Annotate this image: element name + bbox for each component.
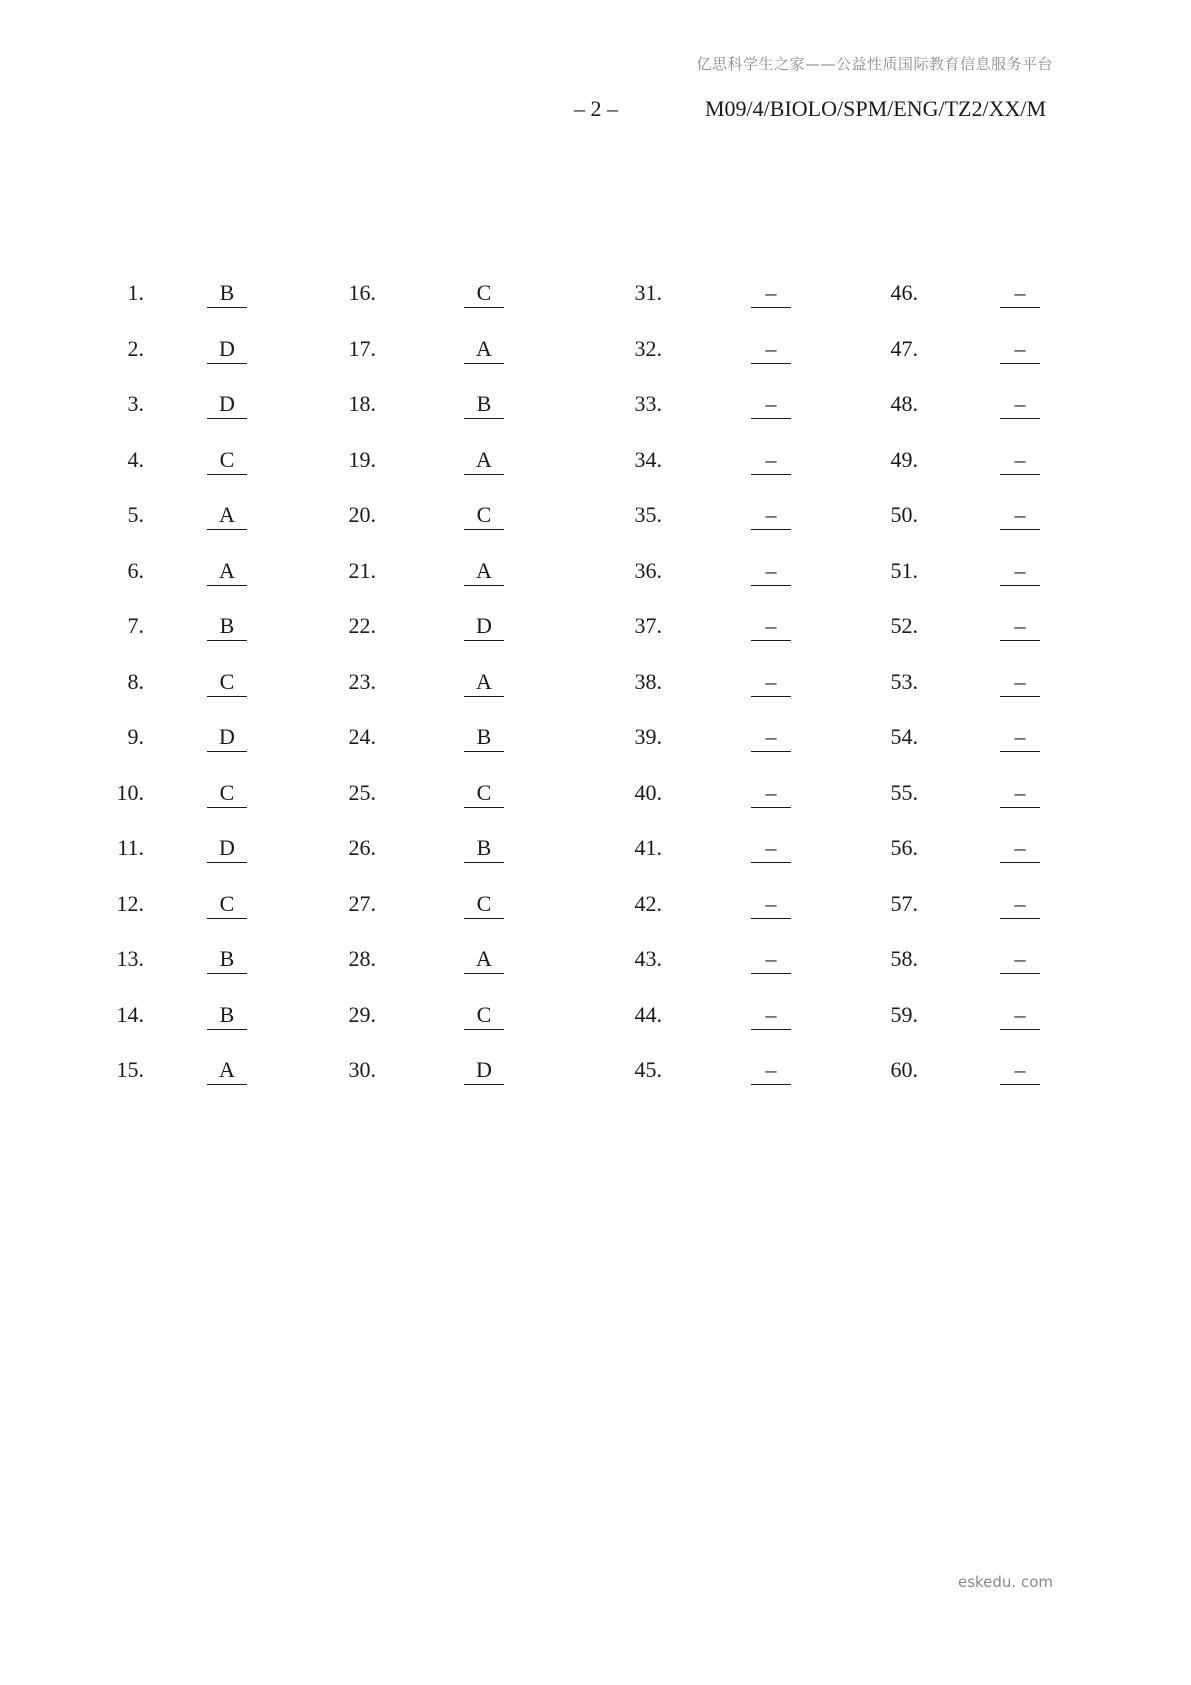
question-number: 13. [116,946,144,971]
question-number: 59. [890,1001,918,1027]
question-number: 58. [890,946,918,971]
question-number: 57. [890,890,918,916]
question-number: 3. [127,391,144,416]
answer-letter: – [1000,612,1040,641]
answer-letter: – [751,1001,791,1030]
answer-letter: C [464,1001,504,1030]
answer-letter: D [207,335,247,364]
question-number: 19. [348,446,376,472]
answer-row [0,557,1191,613]
question-number: 37. [634,613,662,638]
question-number: 18. [348,391,376,416]
answer-letter: – [1000,279,1040,308]
question-number: 14. [116,1001,144,1027]
question-number: 39. [634,724,662,749]
footer-site: eskedu. com [957,1573,1053,1591]
question-number: 23. [348,668,376,694]
question-number: 42. [634,890,662,916]
answer-letter: A [464,668,504,697]
answer-letter: C [464,890,504,919]
question-number: 27. [348,890,376,916]
answer-letter: – [1000,501,1040,530]
answer-letter: B [207,612,247,641]
answer-letter: – [751,668,791,697]
question-number: 25. [348,779,376,805]
answer-letter: A [464,945,504,974]
answer-letter: A [464,335,504,364]
answer-row [0,612,1191,668]
answer-letter: – [751,834,791,863]
answer-letter: – [751,446,791,475]
answer-letter: – [751,501,791,530]
answer-letter: C [464,779,504,808]
answer-letter: – [1000,390,1040,419]
question-number: 33. [634,391,662,416]
page-number: – 2 – [574,96,618,121]
answer-row [0,668,1191,724]
answer-letter: – [751,723,791,752]
question-number: 17. [348,335,376,361]
answer-letter: – [1000,1001,1040,1030]
answer-row [0,335,1191,391]
question-number: 4. [127,446,144,472]
answer-letter: B [207,279,247,308]
answer-row [0,501,1191,557]
question-number: 40. [634,779,662,805]
answer-letter: – [751,390,791,419]
question-number: 9. [127,724,144,749]
question-number: 30. [348,1057,376,1082]
question-number: 34. [634,446,662,472]
answer-letter: – [1000,335,1040,364]
question-number: 2. [127,335,144,361]
answer-letter: – [1000,1056,1040,1085]
question-number: 43. [634,946,662,971]
question-number: 46. [890,280,918,305]
question-number: 5. [127,502,144,527]
question-number: 52. [890,613,918,638]
question-number: 24. [348,724,376,749]
question-number: 6. [127,557,144,583]
answer-letter: B [464,390,504,419]
question-number: 22. [348,613,376,638]
answer-letter: A [207,501,247,530]
answer-letter: C [464,501,504,530]
answer-row [0,723,1191,779]
answer-letter: A [464,446,504,475]
question-number: 44. [634,1001,662,1027]
question-number: 16. [348,280,376,305]
question-number: 1. [127,280,144,305]
answer-letter: – [1000,668,1040,697]
answer-letter: C [207,668,247,697]
question-number: 55. [890,779,918,805]
question-number: 50. [890,502,918,527]
answer-letter: B [207,1001,247,1030]
question-number: 45. [634,1057,662,1082]
answer-row [0,834,1191,890]
question-number: 12. [116,890,144,916]
question-number: 54. [890,724,918,749]
answer-row [0,779,1191,835]
question-number: 56. [890,835,918,860]
answer-letter: D [464,612,504,641]
question-number: 21. [348,557,376,583]
answer-letter: – [751,557,791,586]
answer-letter: – [1000,557,1040,586]
answer-letter: C [464,279,504,308]
question-number: 47. [890,335,918,361]
question-number: 26. [348,835,376,860]
question-number: 8. [127,668,144,694]
answer-letter: – [1000,890,1040,919]
question-number: 51. [890,557,918,583]
question-number: 36. [634,557,662,583]
answer-row [0,945,1191,1001]
answer-letter: – [1000,945,1040,974]
question-number: 41. [634,835,662,860]
answer-letter: D [207,834,247,863]
question-number: 60. [890,1057,918,1082]
question-number: 15. [116,1057,144,1082]
answer-letter: – [1000,779,1040,808]
question-number: 28. [348,946,376,971]
answer-letter: – [751,945,791,974]
watermark-text: 亿思科学生之家——公益性质国际教育信息服务平台 [696,55,1053,73]
question-number: 7. [127,613,144,638]
answer-row [0,890,1191,946]
answer-letter: – [751,335,791,364]
question-number: 10. [116,779,144,805]
answer-letter: B [464,834,504,863]
answer-letter: – [751,279,791,308]
question-number: 29. [348,1001,376,1027]
question-number: 53. [890,668,918,694]
answer-letter: B [464,723,504,752]
question-number: 49. [890,446,918,472]
question-number: 32. [634,335,662,361]
answer-letter: – [751,779,791,808]
question-number: 48. [890,391,918,416]
answer-letter: C [207,890,247,919]
answer-letter: – [751,612,791,641]
answer-letter: C [207,779,247,808]
answer-letter: – [751,890,791,919]
answer-letter: A [464,557,504,586]
answer-row [0,446,1191,502]
answer-key-grid [0,279,1191,1112]
answer-letter: A [207,1056,247,1085]
question-number: 20. [348,502,376,527]
answer-row [0,390,1191,446]
answer-letter: D [464,1056,504,1085]
question-number: 31. [634,280,662,305]
answer-letter: – [1000,834,1040,863]
answer-letter: C [207,446,247,475]
answer-letter: – [751,1056,791,1085]
answer-row [0,279,1191,335]
answer-letter: D [207,723,247,752]
answer-row [0,1001,1191,1057]
question-number: 35. [634,502,662,527]
question-number: 11. [117,835,144,860]
question-number: 38. [634,668,662,694]
answer-letter: – [1000,446,1040,475]
answer-letter: A [207,557,247,586]
answer-row [0,1056,1191,1112]
answer-letter: – [1000,723,1040,752]
answer-letter: D [207,390,247,419]
answer-letter: B [207,945,247,974]
paper-code: M09/4/BIOLO/SPM/ENG/TZ2/XX/M [705,96,1047,121]
